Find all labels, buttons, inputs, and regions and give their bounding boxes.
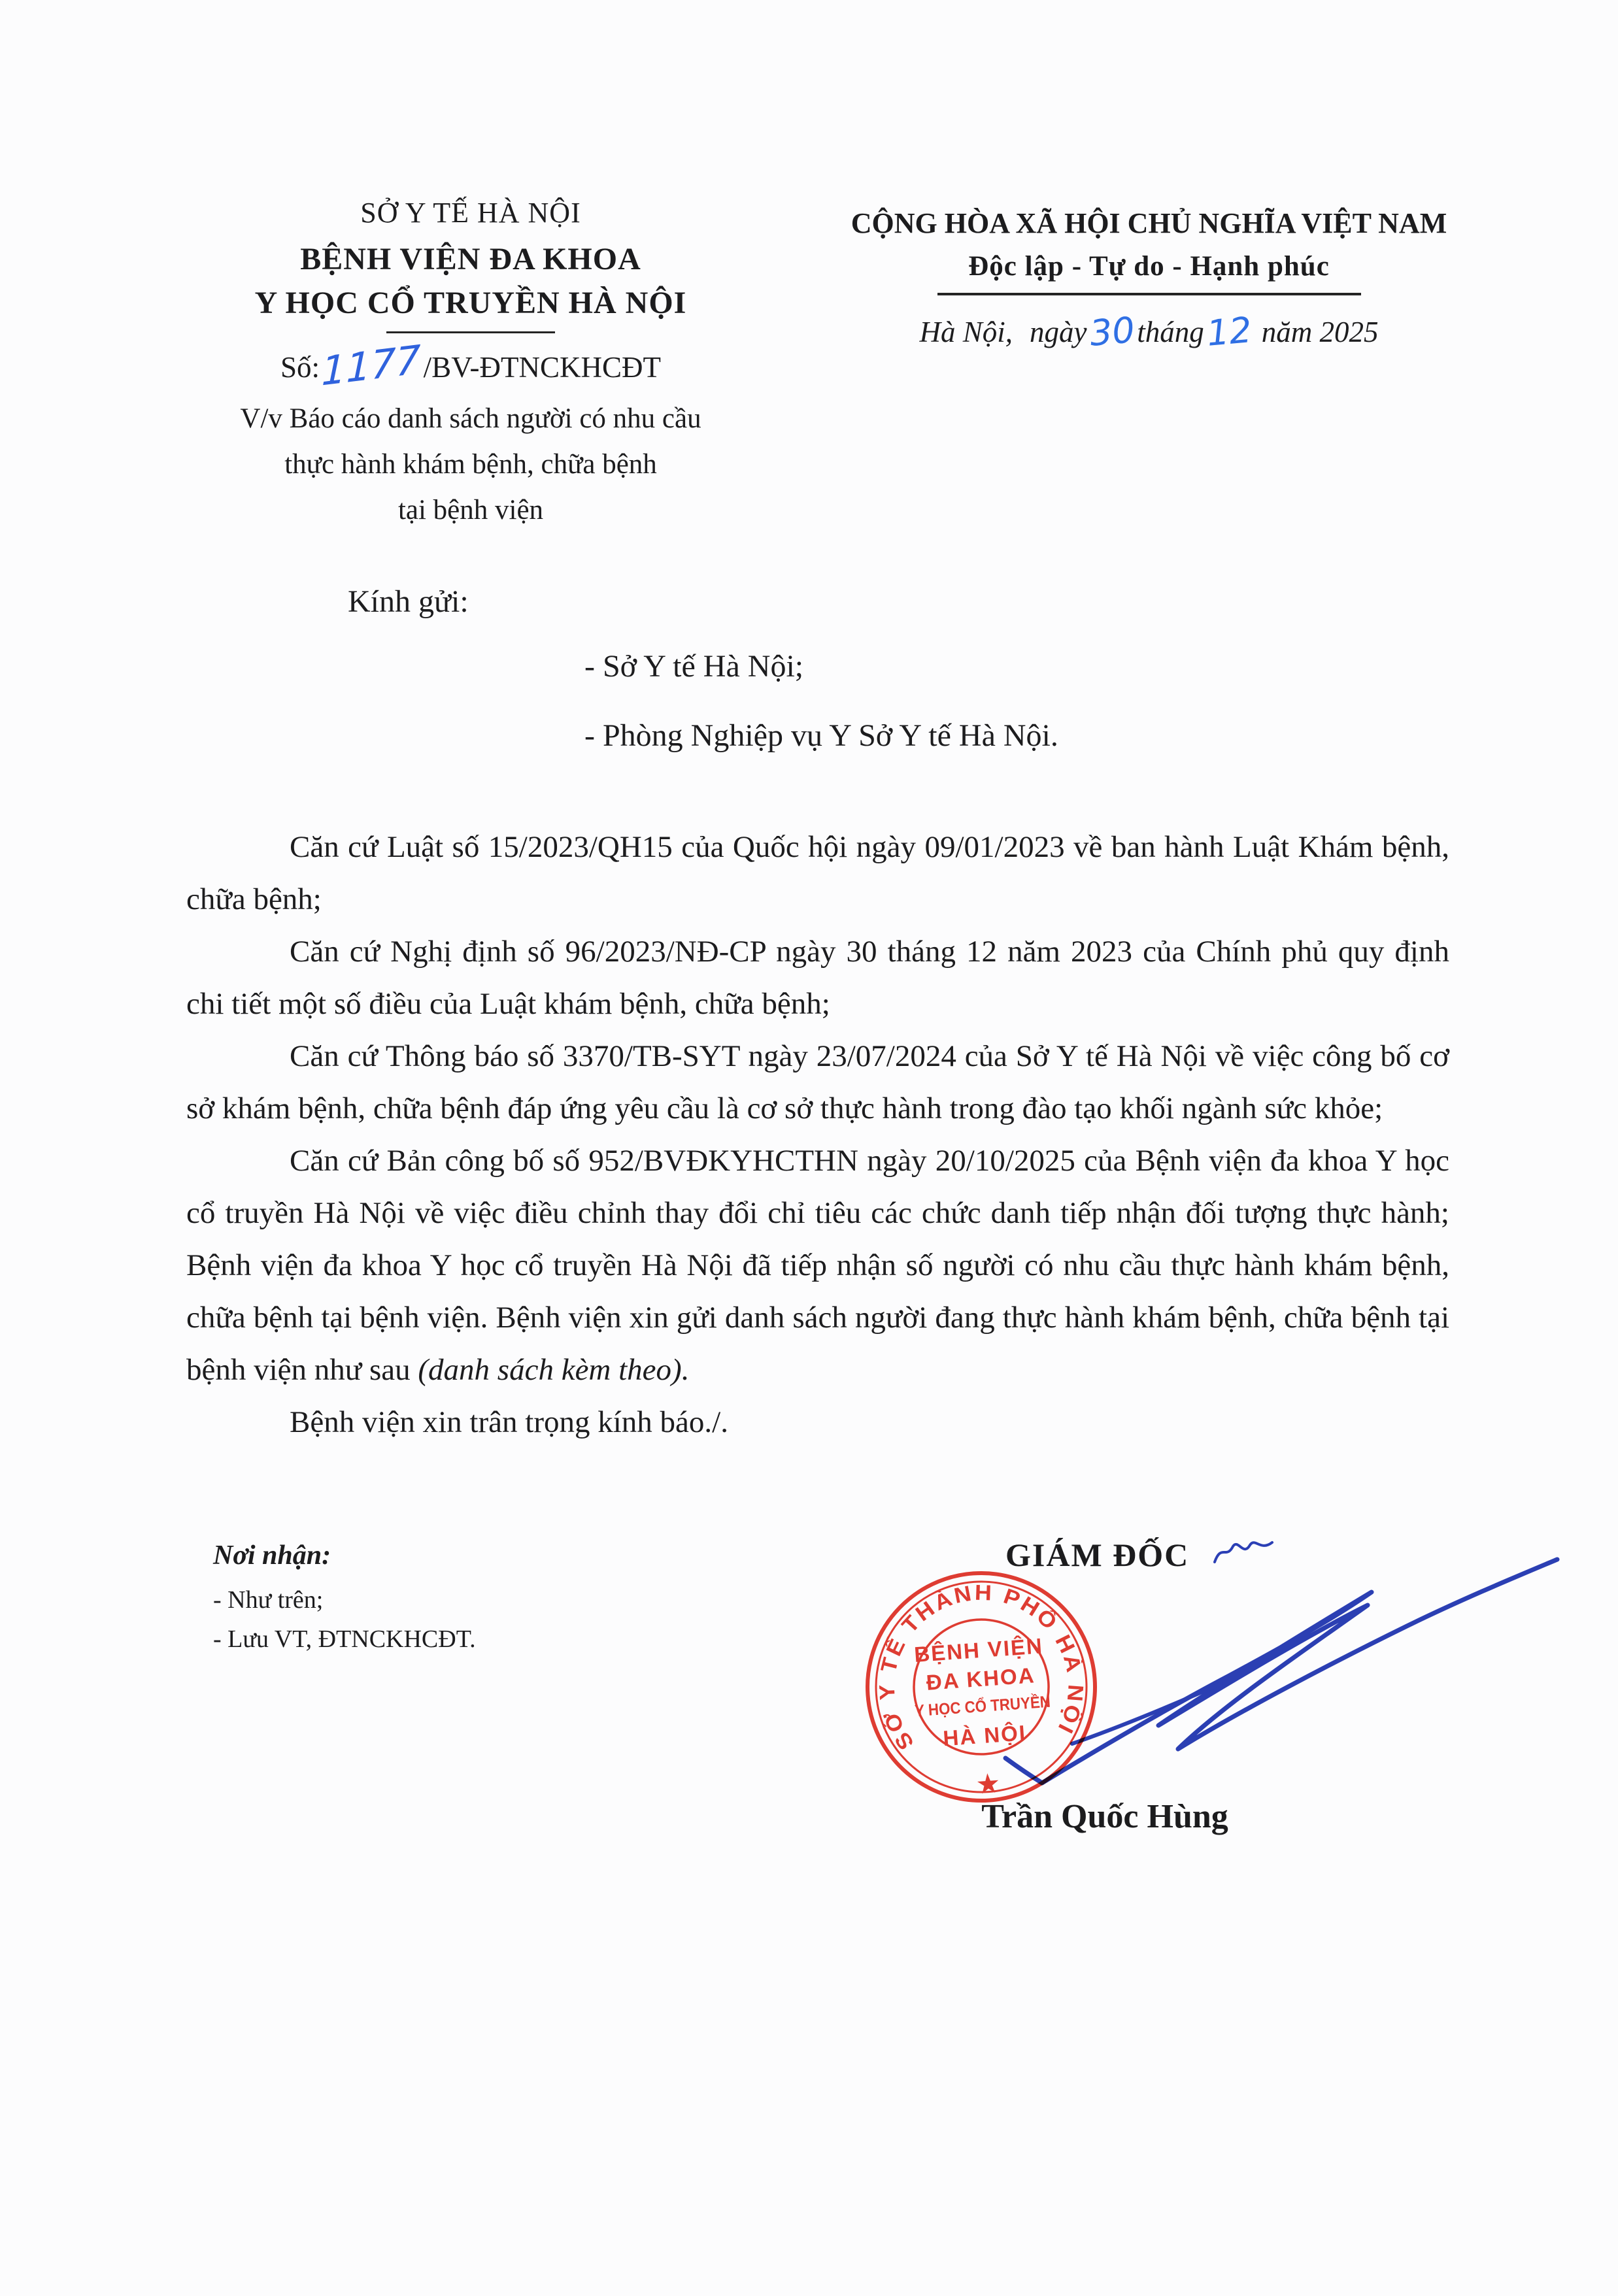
letter-body bbox=[186, 821, 1449, 1448]
recipients-footer-item-2: - Lưu VT, ĐTNCKHCĐT. bbox=[213, 1625, 476, 1653]
body-paragraph-1: Căn cứ Luật số 15/2023/QH15 của Quốc hội ngày 09/01/2023 về ban hành Luật Khám bệnh, chữa bệnh; bbox=[186, 830, 1449, 916]
stamp-ring-text: SỞ Y TẾ THÀNH PHỐ HÀ NỘI bbox=[874, 1580, 1088, 1755]
subject-line-1: V/v Báo cáo danh sách người có nhu cầu bbox=[240, 403, 701, 434]
recipient-line-1: - Sở Y tế Hà Nội; bbox=[584, 649, 804, 684]
body-paragraph-2: Căn cứ Nghị định số 96/2023/NĐ-CP ngày 30 tháng 12 năm 2023 của Chính phủ quy định chi tiết một số điều của Luật khám bệnh, chữa bệnh; bbox=[186, 935, 1449, 1021]
subject-line-3: tại bệnh viện bbox=[397, 495, 544, 525]
stamp-org-line-4: HÀ NỘI bbox=[942, 1720, 1028, 1751]
org-name-line1: BỆNH VIỆN ĐA KHOA bbox=[300, 242, 641, 276]
recipients-footer-block bbox=[213, 1540, 476, 1659]
recipients-footer-item-1: - Như trên; bbox=[213, 1586, 324, 1614]
national-title: CỘNG HÒA XÃ HỘI CHỦ NGHĨA VIỆT NAM bbox=[851, 207, 1447, 239]
signer-title: GIÁM ĐỐC bbox=[1005, 1537, 1190, 1573]
org-name-line2: Y HỌC CỔ TRUYỀN HÀ NỘI bbox=[254, 286, 687, 320]
stamp-org-line-2: ĐA KHOA bbox=[925, 1663, 1036, 1695]
director-signature bbox=[876, 1528, 1569, 1789]
stamp-star-icon: ★ bbox=[974, 1767, 1002, 1800]
document-number-line bbox=[177, 337, 765, 395]
date-day-handwritten: 30 bbox=[1087, 309, 1136, 354]
date-word-month: tháng bbox=[1137, 316, 1204, 348]
stamp-org-line-3: Y HỌC CỔ TRUYỀN bbox=[914, 1691, 1068, 1721]
document-number-suffix: /BV-ĐTNCKHCĐT bbox=[423, 351, 662, 384]
signer-name: Trần Quốc Hùng bbox=[981, 1798, 1228, 1835]
body-paragraph-4-attachment-note: (danh sách kèm theo). bbox=[418, 1353, 690, 1387]
date-line bbox=[834, 309, 1464, 354]
national-motto: Độc lập - Tự do - Hạnh phúc bbox=[968, 251, 1330, 282]
org-underline bbox=[386, 331, 555, 333]
date-city: Hà Nội, bbox=[919, 316, 1013, 348]
body-paragraph-3: Căn cứ Thông báo số 3370/TB-SYT ngày 23/07/2024 của Sở Y tế Hà Nội về việc công bố cơ sở khám bệnh, chữa bệnh đáp ứng yêu cầu là cơ sở thực hành trong đào tạo khối ngành sức khỏe; bbox=[186, 1039, 1449, 1125]
motto-underline bbox=[937, 293, 1361, 295]
body-paragraph-4 bbox=[186, 1135, 1449, 1396]
date-word-year: năm 2025 bbox=[1261, 316, 1379, 348]
issuing-org-block bbox=[177, 196, 765, 533]
date-word-day: ngày bbox=[1030, 316, 1087, 348]
document-number-handwritten: 1177 bbox=[320, 337, 421, 395]
subject-line-2: thực hành khám bệnh, chữa bệnh bbox=[284, 449, 657, 480]
date-month-handwritten: 12 bbox=[1205, 309, 1254, 354]
subject-block bbox=[177, 396, 765, 533]
national-header-block bbox=[834, 207, 1464, 354]
document-number-label: Số: bbox=[280, 351, 320, 384]
salutation-label: Kính gửi: bbox=[348, 584, 469, 619]
body-paragraph-4-text: Căn cứ Bản công bố số 952/BVĐKYHCTHN ngày 20/10/2025 của Bệnh viện đa khoa Y học cổ truyền Hà Nội về việc điều chỉnh thay đổi chỉ tiêu các chức danh tiếp nhận đối tượng thực hành; Bệnh viện đa khoa Y học cổ truyền Hà Nội đã tiếp nhận số người có nhu cầu thực hành khám bệnh, chữa bệnh tại bệnh viện. Bệnh viện xin gửi danh sách người đang thực hành khám bệnh, chữa bệnh tại bệnh viện như sau bbox=[186, 1144, 1449, 1387]
stamp-org-line-1: BỆNH VIỆN bbox=[913, 1633, 1044, 1667]
closing-line: Bệnh viện xin trân trọng kính báo./. bbox=[290, 1405, 728, 1439]
recipient-line-2: - Phòng Nghiệp vụ Y Sở Y tế Hà Nội. bbox=[584, 718, 1058, 753]
recipients-footer-label: Nơi nhận: bbox=[213, 1540, 331, 1571]
org-parent-name: SỞ Y TẾ HÀ NỘI bbox=[360, 197, 581, 229]
